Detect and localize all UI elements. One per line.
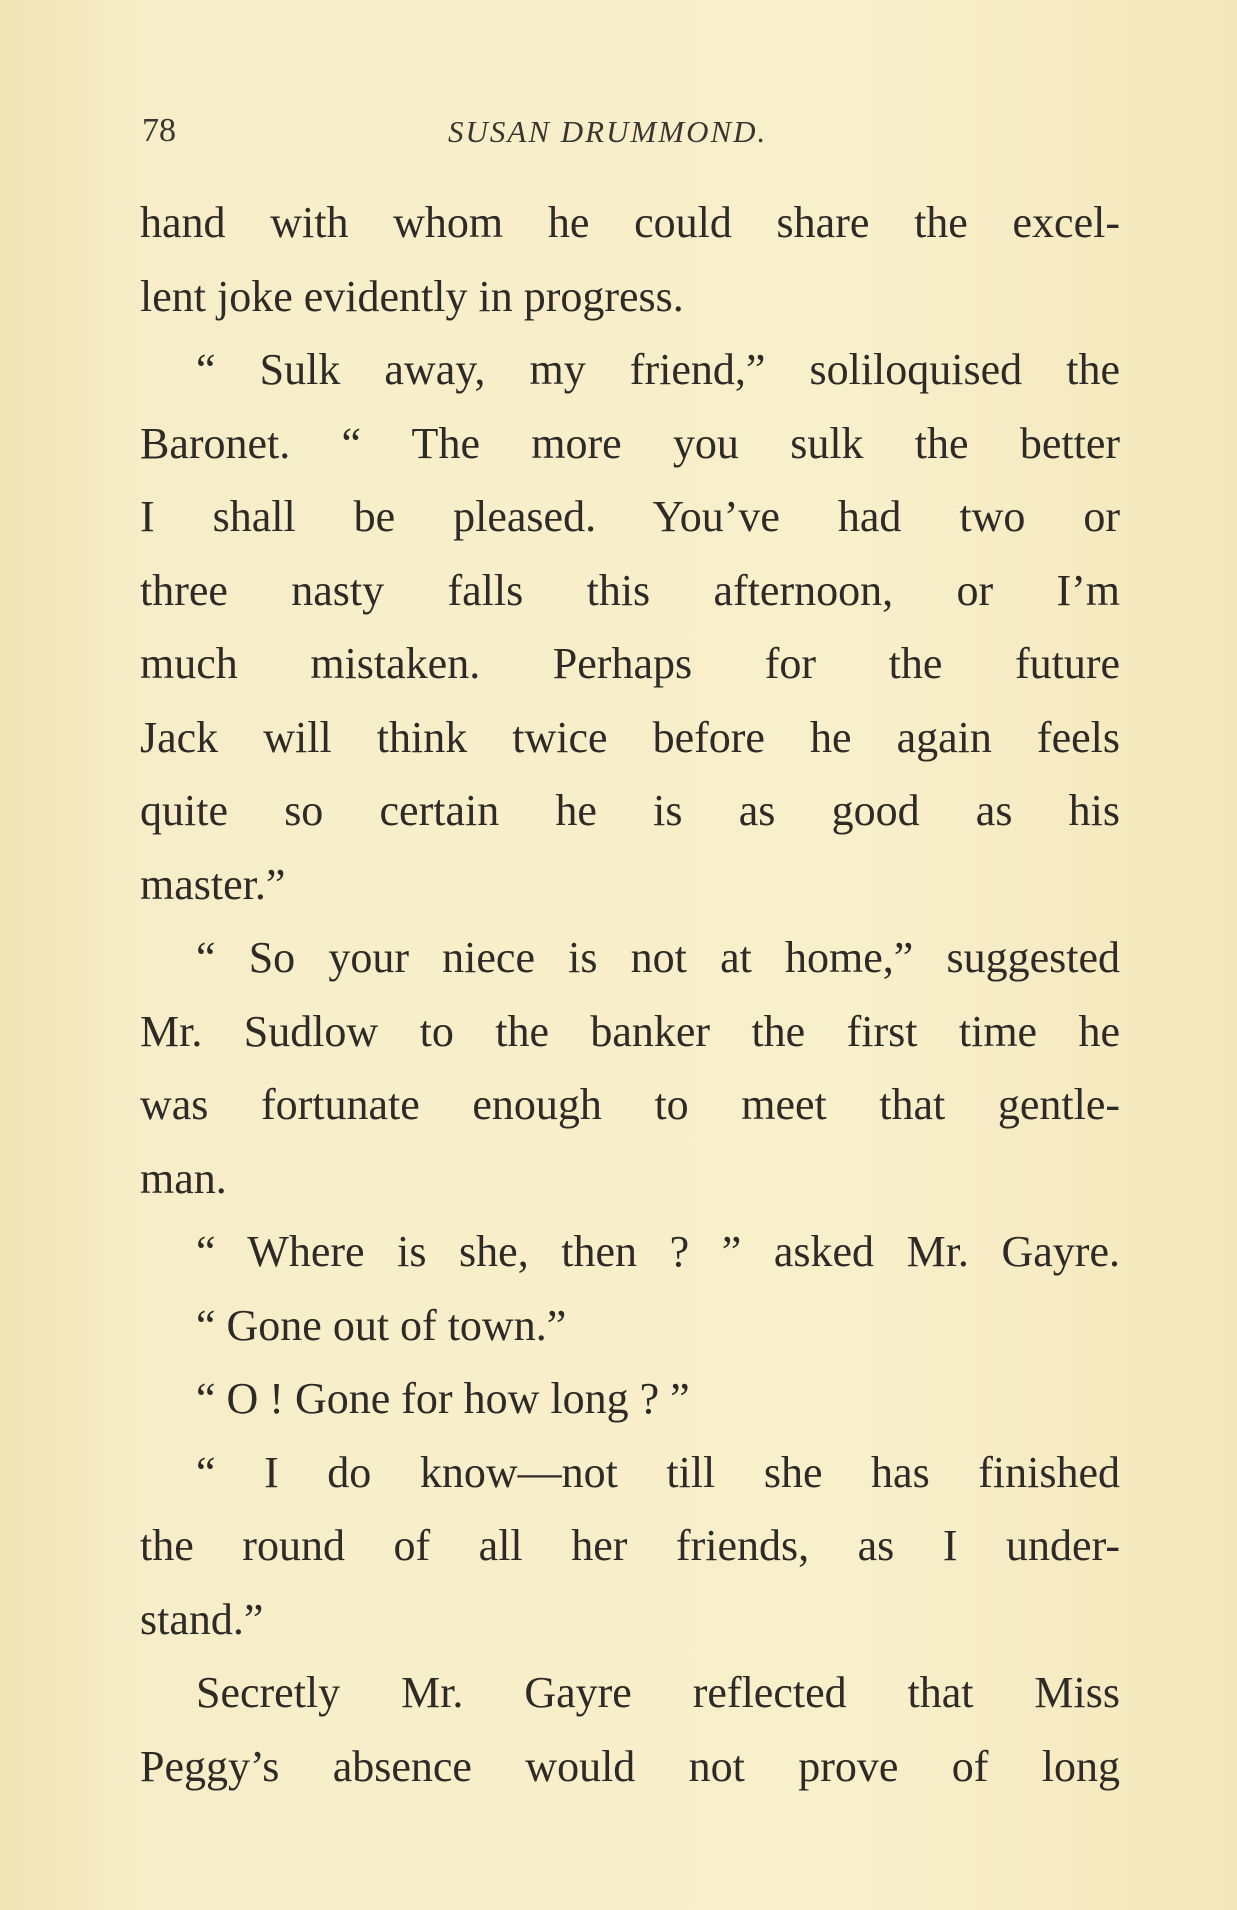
text-line: three nasty falls this afternoon, or I’m [140,565,1120,615]
text-line: Secretly Mr. Gayre reflected that Miss [196,1668,1120,1717]
text-line: “ Sulk away, my friend,” soliloquised the [196,345,1120,394]
body-text [140,186,1120,1803]
text-line: the round of all her friends, as I under- [140,1521,1120,1570]
text-line: Jack will think twice before he again feels [140,712,1120,762]
text-line: Baronet. “ The more you sulk the better [140,418,1120,468]
text-line: stand.” [140,1594,264,1644]
text-line: “ Where is she, then ? ” asked Mr. Gayre. [196,1227,1120,1276]
text-line: quite so certain he is as good as his [140,786,1120,835]
text-line: man. [140,1153,227,1203]
text-line: Mr. Sudlow to the banker the first time he [140,1006,1120,1056]
text-line: master.” [140,859,286,909]
text-line: I shall be pleased. You’ve had two or [140,492,1120,541]
text-line: was fortunate enough to meet that gentle- [140,1080,1120,1129]
running-title: SUSAN DRUMMOND. [448,114,768,149]
text-line: “ Gone out of town.” [196,1300,567,1350]
text-line: “ O ! Gone for how long ? ” [196,1374,690,1423]
text-line: lent joke evidently in progress. [140,271,684,321]
text-line: “ I do know—not till she has finished [196,1447,1120,1497]
page-number: 78 [142,112,176,149]
text-line: much mistaken. Perhaps for the future [140,639,1120,688]
page-header [138,112,1138,152]
text-line: Peggy’s absence would not prove of long [140,1741,1120,1791]
text-line: hand with whom he could share the excel- [140,198,1120,247]
text-line: “ So your niece is not at home,” suggested [196,933,1120,982]
